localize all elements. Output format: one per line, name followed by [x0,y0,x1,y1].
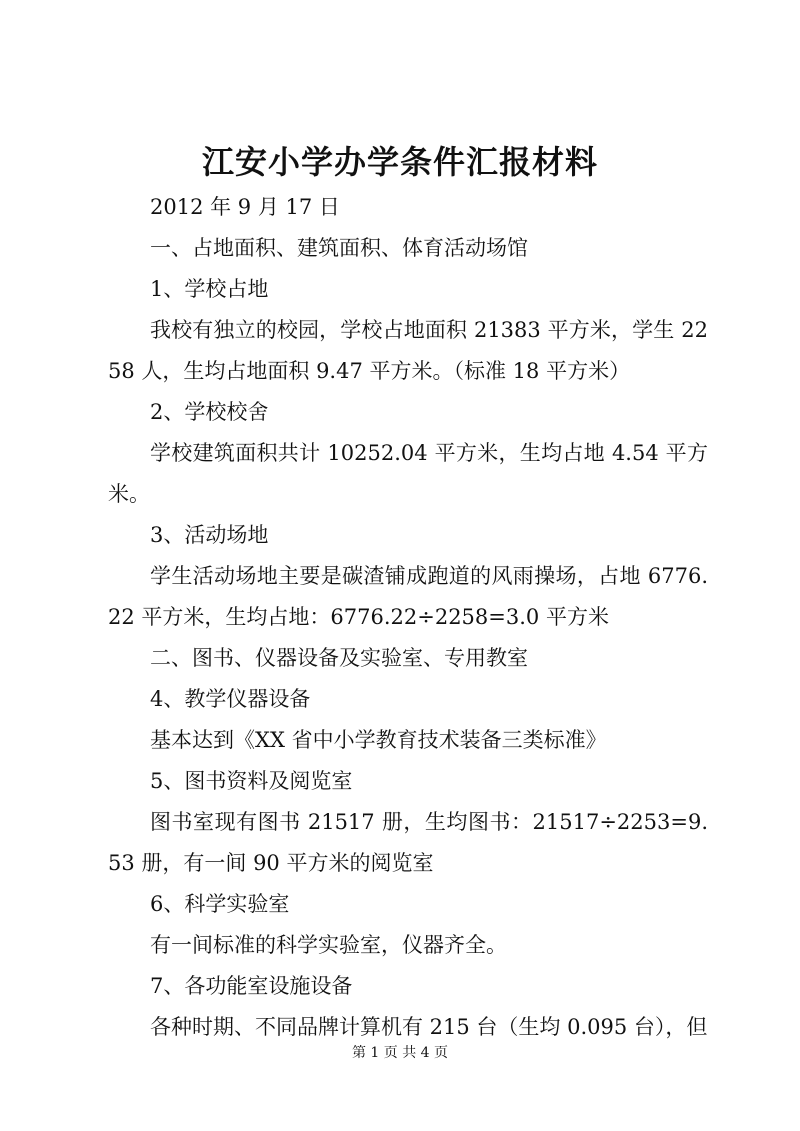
paragraph-school-land: 我校有独立的校园，学校占地面积 21383 平方米，学生 2258 人，生均占地面积 9.47 平方米。（标准 18 平方米） [108,318,708,383]
date-line: 2012 年 9 月 17 日 [150,195,340,219]
paragraph-science-lab: 有一间标准的科学实验室，仪器齐全。 [150,933,507,957]
paragraph-library: 图书室现有图书 21517 册，生均图书：21517÷2253=9.53 册，有一间 90 平方米的阅览室 [108,810,708,875]
subheading-activity-space: 3、活动场地 [150,523,269,547]
subheading-school-land: 1、学校占地 [150,277,269,301]
section-heading-2: 二、图书、仪器设备及实验室、专用教室 [150,646,528,670]
subheading-function-rooms: 7、各功能室设施设备 [150,974,353,998]
subheading-science-lab: 6、科学实验室 [150,892,290,916]
subheading-school-buildings: 2、学校校舍 [150,400,269,424]
subheading-library: 5、图书资料及阅览室 [150,769,353,793]
section-heading-1: 一、占地面积、建筑面积、体育活动场馆 [150,236,528,260]
document-title: 江安小学办学条件汇报材料 [201,143,598,181]
paragraph-school-buildings: 学校建筑面积共计 10252.04 平方米，生均占地 4.54 平方米。 [108,441,708,506]
document-body [108,187,708,1048]
paragraph-activity-space: 学生活动场地主要是碳渣铺成跑道的风雨操场，占地 6776.22 平方米，生均占地：6776.22÷2258=3.0 平方米 [108,564,708,629]
page-footer: 第 1 页 共 4 页 [351,1045,449,1061]
paragraph-teaching-equipment: 基本达到《XX 省中小学教育技术装备三类标准》 [150,728,607,752]
paragraph-function-rooms: 各种时期、不同品牌计算机有 215 台（生均 0.095 台），但 [150,1015,708,1039]
subheading-teaching-equipment: 4、教学仪器设备 [150,687,311,711]
